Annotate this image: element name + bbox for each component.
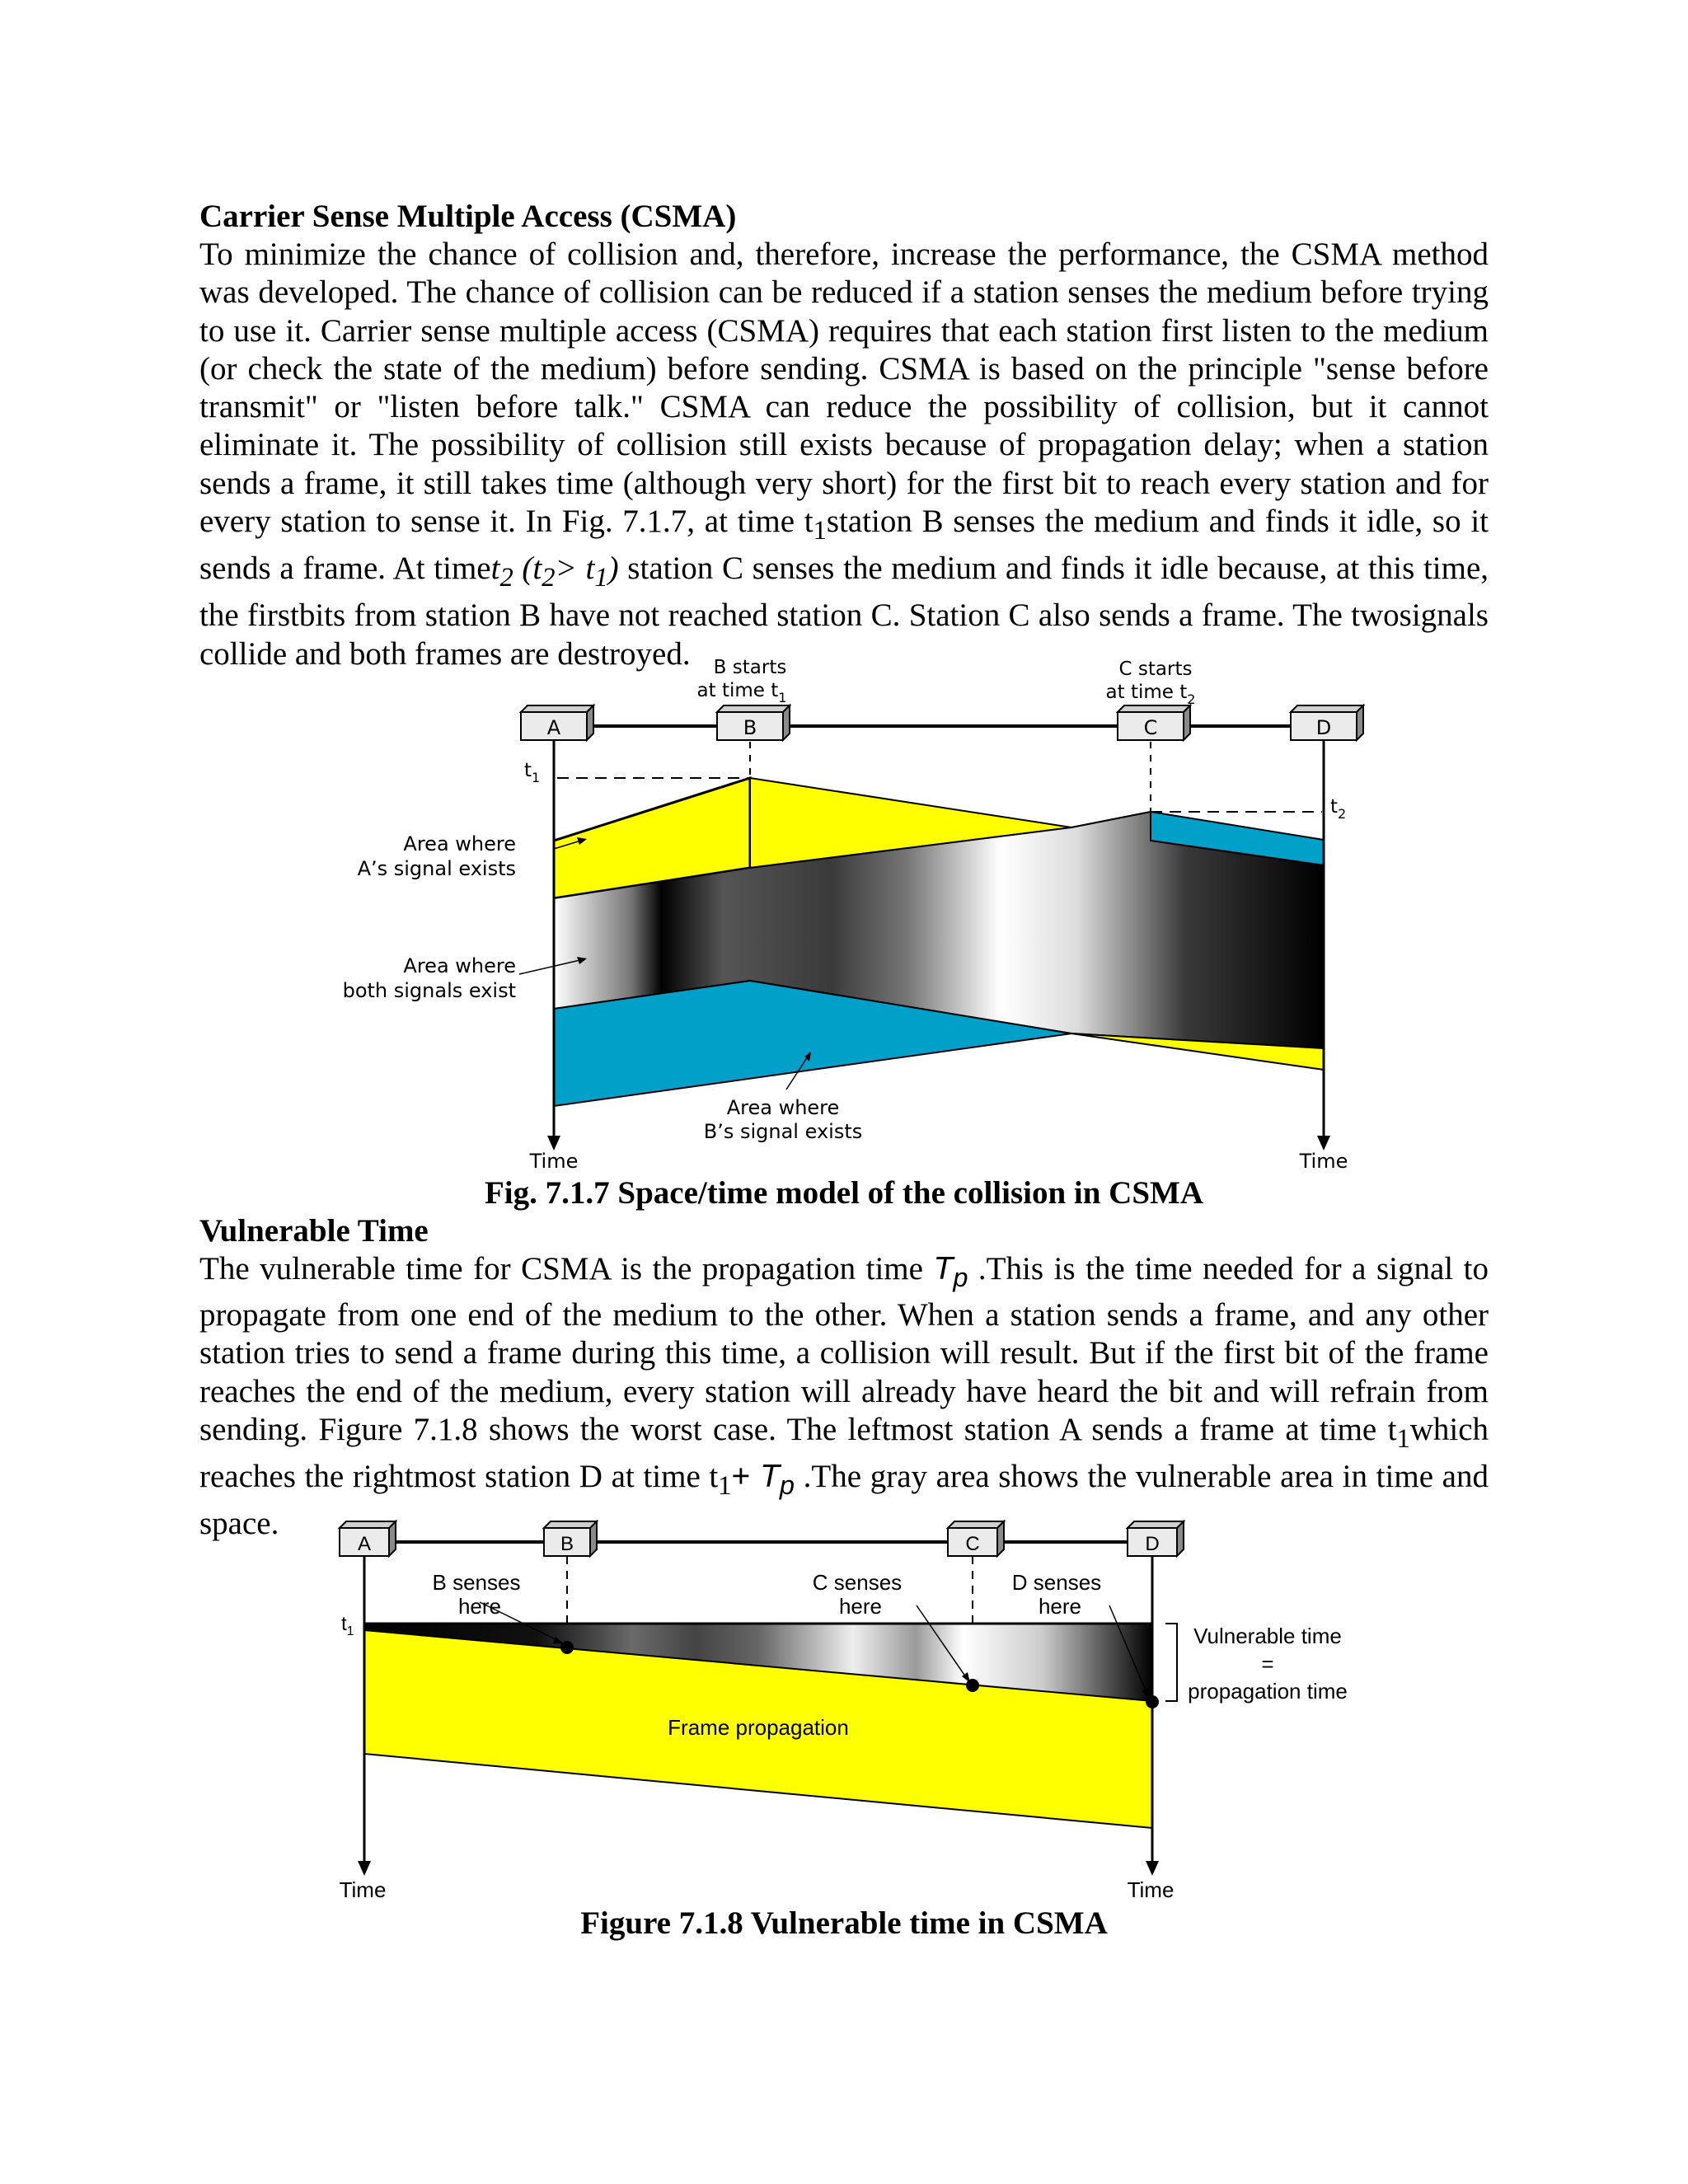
area-both-label-1: Area where: [403, 954, 516, 977]
station-a-box-2: [340, 1521, 396, 1556]
time-axis-right-arrow: [1317, 1136, 1330, 1151]
area-a-label-1: Area where: [403, 832, 516, 855]
time-axis-right-arrow-2: [1146, 1861, 1159, 1876]
svg-text:D: D: [1315, 716, 1332, 739]
b-senses-label-1: B senses: [432, 1570, 521, 1595]
figure1-caption: Fig. 7.1.7 Space/time model of the collision in CSMA: [484, 1175, 1204, 1211]
vulnerable-label-2: propagation time: [1188, 1679, 1348, 1704]
d-senses-label-2: here: [1038, 1594, 1082, 1619]
time-label-left-2: Time: [339, 1877, 387, 1902]
frame-propagation-label: Frame propagation: [668, 1715, 849, 1740]
area-both-label-2: both signals exist: [342, 979, 516, 1002]
station-a-box: [521, 705, 593, 740]
svg-text:C: C: [965, 1533, 980, 1555]
figure-vulnerable-time: [0, 1516, 1688, 1912]
b-at-time-label: at time $t_1$: [696, 680, 787, 705]
c-at-time-label: at time $t_2$: [1105, 682, 1196, 707]
time-axis-left-arrow-2: [358, 1861, 371, 1876]
station-c-box: [1118, 705, 1190, 740]
c-starts-label: C starts: [1118, 658, 1193, 680]
c-senses-label-1: C senses: [812, 1570, 903, 1595]
vulnerable-label-1: Vulnerable time: [1193, 1624, 1342, 1648]
time-axis-left-arrow: [547, 1136, 560, 1151]
b-senses-label-2: here: [457, 1594, 502, 1619]
station-b-box-2: [544, 1521, 597, 1556]
time-label-left: Time: [529, 1150, 579, 1170]
c-senses-label-2: here: [838, 1594, 883, 1619]
area-a-label-2: A’s signal exists: [357, 857, 516, 880]
b-starts-label: B starts: [713, 657, 787, 678]
time-label-right: Time: [1299, 1150, 1348, 1170]
section-title-vulnerable-time: Vulnerable Time: [199, 1213, 429, 1249]
vulnerable-label-eq: =: [1261, 1652, 1274, 1676]
svg-text:A: A: [546, 716, 561, 739]
vulnerable-time-paragraph: The vulnerable time for CSMA is the propagation time $T_p$ .This is the time needed for a signal to propagate from one end of the medium to the other. When a station sends a frame, and any other station tries to send a frame during this time, a collision will result. But if the first bit of the frame reaches the end of the medium, every station will already have heard the bit and will refrain from sending. Figure 7.1.8 shows the worst case. The leftmost station A sends a frame at time $t_1which$ reaches the rightmost station D at time $t_1+ T_p$ .The gray area shows the vulnerable area in time and space.: [199, 1251, 1489, 1542]
svg-text:D: D: [1145, 1533, 1160, 1555]
t1-label: $t_1$: [524, 760, 541, 785]
station-c-box-2: [948, 1521, 1004, 1556]
area-b-label-1: Area where: [726, 1096, 840, 1119]
t2-label: $t_2$: [1330, 796, 1347, 822]
figure-csma-collision: [0, 643, 1688, 1170]
station-d-box: [1291, 705, 1363, 740]
d-senses-label-1: D senses: [1011, 1570, 1102, 1595]
station-b-box: [717, 705, 790, 740]
time-label-right-2: Time: [1127, 1877, 1175, 1902]
csma-paragraph: To minimize the chance of collision and, therefore, increase the performance, the CSMA method was developed. The chance of collision can be reduced if a station senses the medium before trying to use it. Carrier sense multiple access (CSMA) requires that each station first listen to the medium (or check the state of the medium) before sending. CSMA is based on the principle "sense before transmit" or "listen before talk." CSMA can reduce the possibility of collision, but it cannot eliminate it. The possibility of collision still exists because of propagation delay; when a station sends a frame, it still takes time (although very short) for the first bit to reach every station and for every station to sense it. In Fig. 7.1.7, at time $t_1station$ B senses the medium and finds it idle, so it sends a frame. At timet$_2$ $(t_2> t_1)$ station C senses the medium and finds it idle because, at this time, the firstbits from station B have not reached station C. Station C also sends a frame. The twosignals collide and both frames are destroyed.: [199, 237, 1489, 672]
section-title-csma: Carrier Sense Multiple Access (CSMA): [199, 199, 737, 234]
station-d-box-2: [1128, 1521, 1184, 1556]
t1-label-2: $t_1$: [341, 1613, 354, 1638]
vulnerable-bracket: [1165, 1624, 1177, 1701]
svg-text:B: B: [560, 1533, 574, 1555]
figure2-caption: Figure 7.1.8 Vulnerable time in CSMA: [580, 1905, 1108, 1941]
area-b-label-2: B’s signal exists: [703, 1120, 863, 1143]
svg-text:B: B: [743, 716, 757, 739]
svg-text:A: A: [357, 1533, 372, 1555]
svg-text:C: C: [1143, 716, 1158, 739]
